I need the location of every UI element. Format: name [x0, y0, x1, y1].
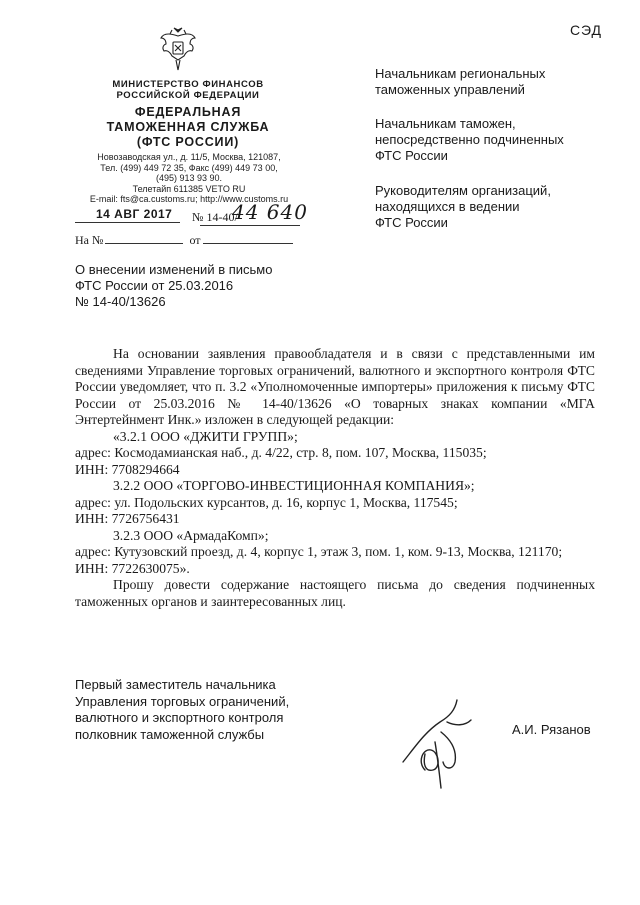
- body-paragraph: Прошу довести содержание настоящего письма до сведения подчиненных таможенных органов и заинтересованных лиц.: [75, 577, 595, 609]
- date-underline: [75, 222, 180, 223]
- addressee-line: Начальникам таможен,: [375, 116, 516, 131]
- reference-line: [75, 232, 305, 248]
- importer-name: 3.2.2 ООО «ТОРГОВО-ИНВЕСТИЦИОННАЯ КОМПАНИЯ»;: [113, 478, 475, 493]
- addressee-line: таможенных управлений: [375, 82, 525, 97]
- contact-line: Телетайп 611385 VETO RU: [132, 183, 246, 194]
- addressee-line: ФТС России: [375, 148, 448, 163]
- signatory-title: [75, 677, 335, 743]
- subject-line: ФТС России от 25.03.2016: [75, 278, 234, 293]
- ministry-line: МИНИСТЕРСТВО ФИНАНСОВ: [112, 79, 264, 90]
- registration-number-handwritten: 44 640: [232, 200, 308, 224]
- body-paragraph: На основании заявления правообладателя и в связи с представленными им сведениями Управление торговых ограничений, валютного и экспортного контроля ФТС России уведомляет, что п. 3.2 «Уполномоченные импортеры» приложения к письму ФТС России от 25.03.2016 № 14-40/13626 «О товарных знаках компании «МГА Энтертейнмент Инк.» изложен в следующей редакции:: [75, 346, 595, 427]
- registration-date: 14 АВГ 2017: [96, 207, 173, 221]
- addressee-line: Начальникам региональных: [375, 66, 546, 81]
- addressee-block: [375, 183, 595, 231]
- signatory-title-line: Первый заместитель начальника: [75, 677, 276, 692]
- addressee-line: находящихся в ведении: [375, 199, 520, 214]
- handwritten-signature-icon: [395, 692, 475, 792]
- reference-date-label: от: [189, 233, 201, 247]
- addressee-line: ФТС России: [375, 215, 448, 230]
- service-line: (ФТС РОССИИ): [136, 135, 240, 149]
- letter-body: [75, 346, 595, 610]
- signatory-title-line: валютного и экспортного контроля: [75, 710, 284, 725]
- reference-number-blank: [105, 232, 183, 244]
- addressee-line: Руководителям организаций,: [375, 183, 551, 198]
- importer-address: адрес: Кутузовский проезд, д. 4, корпус 1, этаж 3, пом. 1, ком. 9-13, Москва, 121170;: [75, 544, 563, 559]
- subject-line: О внесении изменений в письмо: [75, 262, 273, 277]
- ministry-header: [88, 79, 288, 101]
- service-line: ТАМОЖЕННАЯ СЛУЖБА: [106, 120, 270, 134]
- contact-line: Тел. (499) 449 72 35, Факс (499) 449 73 00,: [100, 162, 278, 173]
- ministry-line: РОССИЙСКОЙ ФЕДЕРАЦИИ: [116, 90, 260, 101]
- addressee-block: [375, 116, 595, 164]
- service-header: [78, 105, 298, 150]
- service-line: ФЕДЕРАЛЬНАЯ: [134, 105, 242, 119]
- addressee-block: [375, 66, 595, 98]
- number-underline: [200, 225, 300, 226]
- contact-line: (495) 913 93 90.: [155, 173, 223, 183]
- reference-number-label: На №: [75, 233, 104, 247]
- contact-line: Новозаводская ул., д. 11/5, Москва, 121087,: [97, 152, 281, 162]
- contact-line: E-mail: fts@ca.customs.ru; http://www.customs.ru: [89, 194, 289, 204]
- reference-date-blank: [203, 232, 293, 244]
- subject-line: № 14-40/13626: [75, 294, 166, 309]
- importer-inn: ИНН: 7708294664: [75, 461, 180, 477]
- signatory-title-line: Управления торговых ограничений,: [75, 693, 290, 709]
- importer-name: «3.2.1 ООО «ДЖИТИ ГРУПП»;: [113, 428, 298, 444]
- signer-name: А.И. Рязанов: [512, 722, 591, 737]
- sender-contacts: [78, 152, 300, 205]
- addressee-line: непосредственно подчиненных: [375, 132, 564, 147]
- letter-subject: [75, 262, 335, 310]
- registration-number-prefix: № 14-40/: [192, 210, 238, 224]
- importer-address: адрес: Космодамианская наб., д. 4/22, стр. 8, пом. 107, Москва, 115035;: [75, 445, 487, 460]
- document-system-mark: СЭД: [570, 22, 603, 38]
- importer-address: адрес: ул. Подольских курсантов, д. 16, корпус 1, Москва, 117545;: [75, 494, 458, 510]
- signatory-title-line: полковник таможенной службы: [75, 726, 265, 742]
- importer-inn: ИНН: 7722630075».: [75, 560, 190, 576]
- importer-name: 3.2.3 ООО «АрмадаКомп»;: [113, 527, 269, 543]
- importer-inn: ИНН: 7726756431: [75, 511, 180, 526]
- coat-of-arms-emblem-icon: [158, 26, 198, 74]
